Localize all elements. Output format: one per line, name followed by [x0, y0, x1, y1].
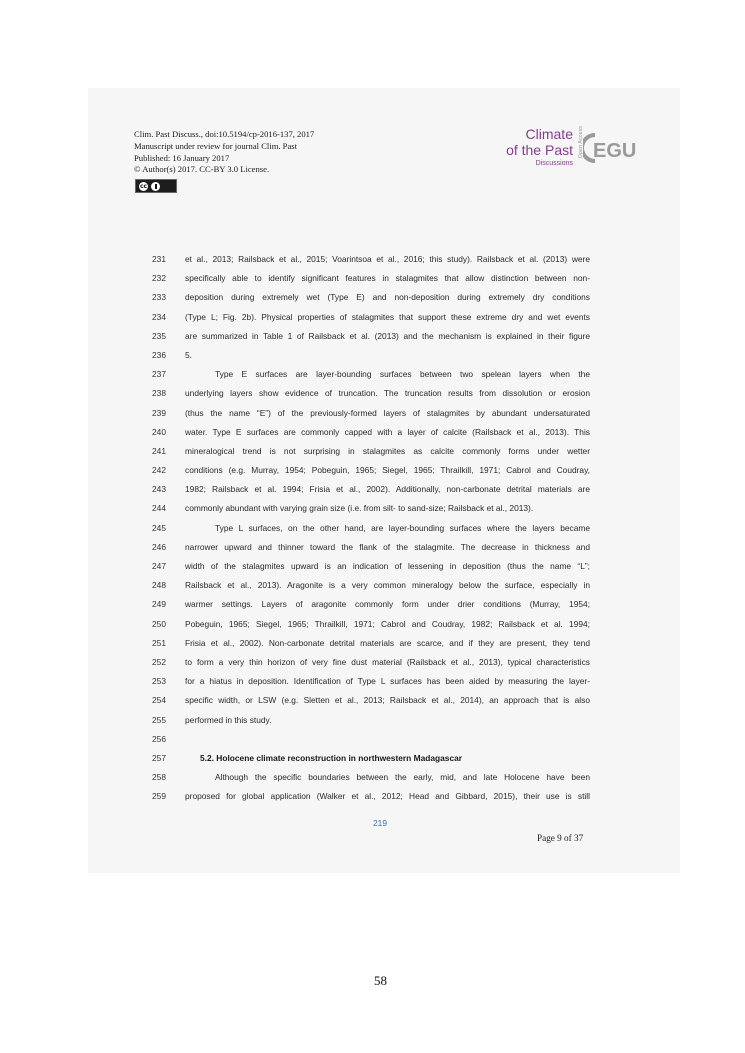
line-number: 234: [152, 311, 166, 322]
line-text: mineralogical trend is not surprising in stalagmites as calcite commonly forms under wetter: [185, 445, 590, 456]
page-of-label: Page 9 of 37: [537, 833, 584, 843]
text-line: [152, 387, 592, 406]
text-line: [152, 675, 592, 694]
line-number: 242: [152, 465, 166, 476]
line-number: 244: [152, 503, 166, 514]
line-number: 235: [152, 330, 166, 341]
journal-logo: [495, 126, 645, 172]
line-text: proposed for global application (Walker et al., 2012; Head and Gibbard, 2015), their use is still: [185, 791, 590, 802]
text-line: [152, 464, 592, 483]
line-number: 254: [152, 695, 166, 706]
line-text: Railsback et al., 2013). Aragonite is a very common mineralogy below the surface, especially in: [185, 580, 590, 591]
line-text: Type E surfaces are layer-bounding surfaces between two spelean layers when the: [215, 369, 590, 380]
text-line: [152, 752, 592, 771]
text-line: [152, 522, 592, 541]
line-text: specific width, or LSW (e.g. Sletten et al., 2013; Railsback et al., 2014), an approach that is also: [185, 695, 590, 706]
line-text: narrower upward and thinner toward the flank of the stalagmite. The decrease in thickness and: [185, 541, 590, 552]
line-text: to form a very thin horizon of very fine dust material (Railsback et al., 2013), typical characteristics: [185, 656, 590, 667]
line-number: 240: [152, 426, 166, 437]
text-line: [152, 272, 592, 291]
line-text: Frisia et al., 2002). Non-carbonate detrital materials are scarce, and if they are present, they tend: [185, 637, 590, 648]
journal-header: [134, 129, 314, 176]
section-heading: 5.2. Holocene climate reconstruction in northwestern Madagascar: [200, 752, 463, 763]
line-text: 1982; Railsback et al. 1994; Frisia et al., 2002). Additionally, non-carbonate detrital materials are: [185, 484, 590, 495]
line-text: commonly abundant with varying grain size (i.e. from silt- to sand-size; Railsback et al., 2013).: [185, 503, 534, 514]
line-text: (Type L; Fig. 2b). Physical properties of stalagmites that support these extreme dry and wet events: [185, 311, 590, 322]
inner-page-number: 219: [373, 818, 387, 828]
line-text: Type L surfaces, on the other hand, are layer-bounding surfaces where the layers became: [215, 522, 590, 533]
text-line: [152, 618, 592, 637]
text-line: [152, 694, 592, 713]
text-line: [152, 311, 592, 330]
outer-page-number: 58: [374, 973, 387, 988]
line-text: 5.: [185, 349, 192, 360]
line-number: 249: [152, 599, 166, 610]
line-text: width of the stalagmites upward is an indication of lessening in deposition (thus the name “L”;: [185, 561, 590, 571]
header-line: © Author(s) 2017. CC-BY 3.0 License.: [134, 164, 270, 175]
line-number: 243: [152, 484, 166, 495]
line-number: 248: [152, 580, 166, 591]
logo-discussions: Discussions: [535, 160, 573, 167]
text-line: [152, 656, 592, 675]
line-number: 253: [152, 676, 166, 687]
text-line: [152, 502, 592, 521]
line-text: warmer settings. Layers of aragonite commonly form under drier conditions (Murray, 1954;: [185, 599, 590, 610]
line-number: 238: [152, 388, 166, 399]
text-line: [152, 291, 592, 310]
header-line: Clim. Past Discuss., doi:10.5194/cp-2016-137, 2017: [134, 129, 315, 139]
text-line: [152, 483, 592, 502]
line-text: are summarized in Table 1 of Railsback et al. (2013) and the mechanism is explained in their figure: [185, 330, 590, 341]
line-text: Although the specific boundaries between the early, mid, and late Holocene have been: [215, 772, 590, 783]
text-line: [152, 733, 592, 752]
header-line: Published: 16 January 2017: [134, 152, 230, 163]
line-number: 231: [152, 254, 166, 264]
manuscript-body: [152, 253, 592, 809]
text-line: [152, 637, 592, 656]
line-text: (thus the name “E”) of the previously-formed layers of stalagmites by abundant undersaturated: [185, 407, 590, 418]
line-number: 245: [152, 522, 166, 533]
line-number: 250: [152, 618, 166, 629]
line-number: 241: [152, 445, 166, 456]
text-line: [152, 579, 592, 598]
text-line: [152, 541, 592, 560]
line-number: 256: [152, 733, 166, 744]
cc-license-badge: [135, 179, 177, 193]
text-line: [152, 714, 592, 733]
line-number: 252: [152, 656, 166, 667]
line-number: 232: [152, 273, 166, 284]
line-number: 233: [152, 292, 166, 303]
cc-icon: cc: [139, 182, 148, 190]
text-line: [152, 349, 592, 368]
line-text: deposition during extremely wet (Type E) and non-deposition during extremely dry conditions: [185, 292, 590, 303]
line-number: 239: [152, 407, 166, 418]
text-line: [152, 598, 592, 617]
line-text: Pobeguin, 1965; Siegel, 1965; Thrailkill, 1971; Cabrol and Coudray, 1982; Railsback et al. 1994;: [185, 618, 590, 629]
text-line: [152, 368, 592, 387]
by-attribution-icon: [151, 182, 160, 191]
line-text: water. Type E surfaces are commonly capped with a layer of calcite (Railsback et al., 2013). This: [185, 426, 590, 437]
line-number: 257: [152, 752, 166, 763]
line-number: 246: [152, 541, 166, 552]
line-text: et al., 2013; Railsback et al., 2015; Voarintsoa et al., 2016; this study). Railsback et al. (2013) were: [185, 254, 590, 264]
line-number: 247: [152, 561, 166, 571]
header-line: Manuscript under review for journal Clim. Past: [134, 140, 298, 151]
line-text: underlying layers show evidence of truncation. The truncation results from dissolution or erosion: [185, 388, 590, 399]
text-line: [152, 790, 592, 809]
text-line: [152, 771, 592, 790]
line-number: 259: [152, 791, 166, 802]
line-number: 255: [152, 714, 166, 725]
text-line: [152, 407, 592, 426]
line-text: performed in this study.: [185, 714, 272, 725]
line-text: for a hiatus in deposition. Identification of Type L surfaces has been aided by measuring the layer-: [185, 676, 590, 687]
line-text: specifically able to identify significant features in stalagmites that allow distinction between non-: [185, 273, 590, 284]
text-line: [152, 330, 592, 349]
open-access-label: Open Access: [578, 126, 584, 159]
line-number: 236: [152, 349, 166, 360]
line-number: 237: [152, 369, 166, 380]
logo-of-the-past: of the Past: [506, 142, 573, 158]
text-line: [152, 426, 592, 445]
line-number: 251: [152, 637, 166, 648]
text-line: [152, 560, 592, 579]
text-line: [152, 445, 592, 464]
egu-logo-icon: [583, 132, 639, 164]
line-number: 258: [152, 772, 166, 783]
egu-text: EGU: [593, 140, 637, 162]
line-text: conditions (e.g. Murray, 1954; Pobeguin, 1965; Siegel, 1965; Thrailkill, 1971; Cabrol and Coudray,: [185, 465, 590, 476]
text-line: [152, 253, 592, 272]
logo-climate: Climate: [525, 126, 573, 142]
